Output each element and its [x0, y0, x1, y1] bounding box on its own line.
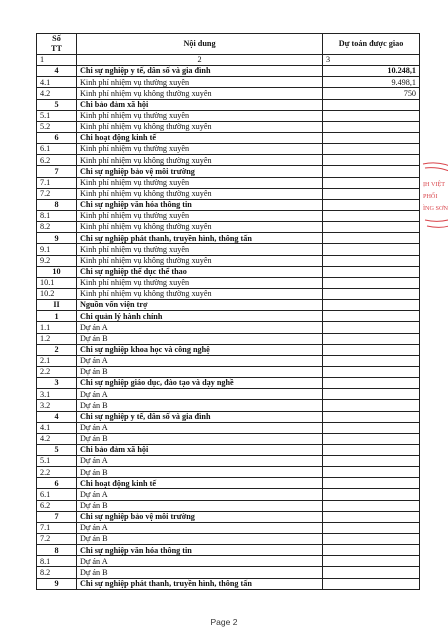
- row-content: Kinh phí nhiệm vụ không thường xuyên: [77, 288, 323, 299]
- row-content: Dự án A: [77, 556, 323, 567]
- table-row: [37, 88, 420, 99]
- row-number: 9: [37, 578, 77, 589]
- table-row: [37, 422, 420, 433]
- row-content: Kinh phí nhiệm vụ thường xuyên: [77, 144, 323, 155]
- row-amount: [323, 422, 420, 433]
- row-amount: [323, 300, 420, 311]
- row-content: Chi bảo đảm xã hội: [77, 444, 323, 455]
- row-amount: [323, 344, 420, 355]
- row-number: 8.1: [37, 556, 77, 567]
- stamp-text-line: ỊH VIỆT: [423, 181, 446, 188]
- row-amount: [323, 277, 420, 288]
- row-number: 10: [37, 266, 77, 277]
- row-amount: [323, 121, 420, 132]
- budget-table: [36, 33, 420, 590]
- row-amount: [323, 188, 420, 199]
- column-index: 1: [37, 55, 77, 66]
- row-content: Chi sự nghiệp y tế, dân số và gia đình: [77, 66, 323, 77]
- row-amount: [323, 311, 420, 322]
- table-section-row: [37, 545, 420, 556]
- row-number: 2.2: [37, 467, 77, 478]
- row-number: 1.2: [37, 333, 77, 344]
- row-content: Dự án A: [77, 389, 323, 400]
- table-row: [37, 522, 420, 533]
- row-content: Kinh phí nhiệm vụ thường xuyên: [77, 77, 323, 88]
- row-amount: [323, 233, 420, 244]
- table-row: [37, 110, 420, 121]
- row-content: Kinh phí nhiệm vụ thường xuyên: [77, 110, 323, 121]
- row-number: 6.2: [37, 155, 77, 166]
- row-number: 9.2: [37, 255, 77, 266]
- table-row: [37, 244, 420, 255]
- row-amount: [323, 333, 420, 344]
- row-content: Dự án B: [77, 500, 323, 511]
- table-row: [37, 456, 420, 467]
- row-amount: [323, 400, 420, 411]
- row-amount: [323, 389, 420, 400]
- table-section-row: [37, 132, 420, 143]
- table-section-row: [37, 511, 420, 522]
- row-number: 10.2: [37, 288, 77, 299]
- row-amount: [323, 144, 420, 155]
- table-row: [37, 322, 420, 333]
- table-row: [37, 433, 420, 444]
- row-content: Chi sự nghiệp văn hóa thông tin: [77, 199, 323, 210]
- table-row: [37, 255, 420, 266]
- table-section-row: [37, 478, 420, 489]
- row-number: 3.1: [37, 389, 77, 400]
- header-content: Nội dung: [77, 34, 323, 55]
- table-row: [37, 155, 420, 166]
- row-amount: [323, 444, 420, 455]
- row-amount: [323, 199, 420, 210]
- row-content: Chi quản lý hành chính: [77, 311, 323, 322]
- header-amount: Dự toán được giao: [323, 34, 420, 55]
- row-amount: [323, 378, 420, 389]
- table-section-row: [37, 300, 420, 311]
- row-amount: [323, 322, 420, 333]
- row-content: Nguồn vốn viện trợ: [77, 300, 323, 311]
- table-row: [37, 121, 420, 132]
- table-row: [37, 567, 420, 578]
- table-section-row: [37, 99, 420, 110]
- table-row: [37, 534, 420, 545]
- column-index-row: [37, 55, 420, 66]
- row-amount: [323, 210, 420, 221]
- row-content: Chi hoạt động kinh tế: [77, 478, 323, 489]
- table-section-row: [37, 233, 420, 244]
- table-section-row: [37, 266, 420, 277]
- row-number: 4.2: [37, 88, 77, 99]
- row-content: Dự án B: [77, 467, 323, 478]
- row-content: Chi sự nghiệp phát thanh, truyền hình, thông tấn: [77, 233, 323, 244]
- row-content: Kinh phí nhiệm vụ thường xuyên: [77, 277, 323, 288]
- row-number: 10.1: [37, 277, 77, 288]
- official-seal-stamp: [421, 158, 448, 238]
- row-number: 7: [37, 166, 77, 177]
- row-number: 6: [37, 478, 77, 489]
- row-content: Kinh phí nhiệm vụ thường xuyên: [77, 210, 323, 221]
- row-number: 2.1: [37, 355, 77, 366]
- row-content: Chi bảo đảm xã hội: [77, 99, 323, 110]
- row-content: Chi sự nghiệp thể dục thể thao: [77, 266, 323, 277]
- table-row: [37, 556, 420, 567]
- row-amount: [323, 155, 420, 166]
- row-amount: [323, 556, 420, 567]
- table-row: [37, 333, 420, 344]
- row-number: 6.1: [37, 144, 77, 155]
- row-content: Kinh phí nhiệm vụ không thường xuyên: [77, 188, 323, 199]
- row-number: 9: [37, 233, 77, 244]
- table-row: [37, 144, 420, 155]
- row-amount: [323, 366, 420, 377]
- row-content: Dự án B: [77, 333, 323, 344]
- table-section-row: [37, 378, 420, 389]
- table-row: [37, 400, 420, 411]
- row-amount: [323, 166, 420, 177]
- row-amount: [323, 433, 420, 444]
- row-content: Dự án B: [77, 433, 323, 444]
- row-content: Kinh phí nhiệm vụ không thường xuyên: [77, 222, 323, 233]
- table-section-row: [37, 166, 420, 177]
- row-amount: [323, 355, 420, 366]
- row-amount: [323, 467, 420, 478]
- page-number: Page 2: [210, 617, 238, 627]
- row-content: Chi sự nghiệp bảo vệ môi trường: [77, 511, 323, 522]
- table-row: [37, 277, 420, 288]
- row-content: Dự án B: [77, 366, 323, 377]
- table-row: [37, 500, 420, 511]
- row-amount: [323, 110, 420, 121]
- row-number: 6: [37, 132, 77, 143]
- row-content: Chi sự nghiệp phát thanh, truyền hình, thông tấn: [77, 578, 323, 589]
- row-amount: [323, 266, 420, 277]
- row-number: 8.2: [37, 222, 77, 233]
- row-number: 8.1: [37, 210, 77, 221]
- table-section-row: [37, 444, 420, 455]
- row-number: II: [37, 300, 77, 311]
- table-row: [37, 467, 420, 478]
- row-number: 1.1: [37, 322, 77, 333]
- row-amount: [323, 578, 420, 589]
- row-content: Dự án A: [77, 489, 323, 500]
- row-amount: [323, 288, 420, 299]
- table-row: [37, 389, 420, 400]
- row-number: 7: [37, 511, 77, 522]
- row-number: 9.1: [37, 244, 77, 255]
- row-content: Chi sự nghiệp bảo vệ môi trường: [77, 166, 323, 177]
- table-row: [37, 177, 420, 188]
- row-amount: 10.248,1: [323, 66, 420, 77]
- row-content: Dự án A: [77, 322, 323, 333]
- row-content: Kinh phí nhiệm vụ thường xuyên: [77, 177, 323, 188]
- row-content: Dự án B: [77, 534, 323, 545]
- row-number: 4: [37, 66, 77, 77]
- row-content: Chi sự nghiệp văn hóa thông tin: [77, 545, 323, 556]
- table-section-row: [37, 578, 420, 589]
- row-number: 1: [37, 311, 77, 322]
- row-amount: [323, 534, 420, 545]
- row-content: Dự án A: [77, 355, 323, 366]
- row-number: 8: [37, 545, 77, 556]
- table-row: [37, 210, 420, 221]
- table-header-row: [37, 34, 420, 55]
- table-row: [37, 188, 420, 199]
- table-row: [37, 222, 420, 233]
- row-number: 4: [37, 411, 77, 422]
- row-content: Chi sự nghiệp khoa học và công nghệ: [77, 344, 323, 355]
- row-number: 7.2: [37, 188, 77, 199]
- row-number: 4.1: [37, 422, 77, 433]
- row-number: 2.2: [37, 366, 77, 377]
- row-number: 3: [37, 378, 77, 389]
- row-amount: 750: [323, 88, 420, 99]
- row-number: 6.2: [37, 500, 77, 511]
- row-number: 3.2: [37, 400, 77, 411]
- row-content: Dự án A: [77, 522, 323, 533]
- table-row: [37, 366, 420, 377]
- stamp-text-line: PHỐI: [423, 193, 438, 200]
- table-row: [37, 288, 420, 299]
- row-number: 4.1: [37, 77, 77, 88]
- row-amount: [323, 511, 420, 522]
- row-number: 4.2: [37, 433, 77, 444]
- row-content: Kinh phí nhiệm vụ không thường xuyên: [77, 155, 323, 166]
- table-section-row: [37, 311, 420, 322]
- row-number: 7.1: [37, 522, 77, 533]
- stamp-text-line: ÌNG SƠN: [423, 205, 448, 212]
- row-content: Kinh phí nhiệm vụ không thường xuyên: [77, 255, 323, 266]
- table-row: [37, 489, 420, 500]
- row-amount: [323, 500, 420, 511]
- row-amount: [323, 222, 420, 233]
- row-number: 2: [37, 344, 77, 355]
- row-amount: [323, 456, 420, 467]
- row-number: 5.1: [37, 110, 77, 121]
- row-amount: [323, 489, 420, 500]
- table-row: [37, 355, 420, 366]
- row-content: Dự án B: [77, 400, 323, 411]
- column-index: 2: [77, 55, 323, 66]
- row-number: 7.1: [37, 177, 77, 188]
- row-amount: [323, 567, 420, 578]
- row-amount: [323, 177, 420, 188]
- header-stt: Số TT: [37, 34, 77, 55]
- row-amount: [323, 522, 420, 533]
- row-amount: 9.498,1: [323, 77, 420, 88]
- row-content: Dự án B: [77, 567, 323, 578]
- row-content: Chi sự nghiệp giáo dục, đào tạo và dạy nghề: [77, 378, 323, 389]
- table-section-row: [37, 66, 420, 77]
- row-content: Dự án A: [77, 456, 323, 467]
- row-amount: [323, 478, 420, 489]
- row-amount: [323, 132, 420, 143]
- row-number: 5.2: [37, 121, 77, 132]
- row-content: Chi hoạt động kinh tế: [77, 132, 323, 143]
- row-content: Kinh phí nhiệm vụ thường xuyên: [77, 244, 323, 255]
- row-number: 8.2: [37, 567, 77, 578]
- row-number: 7.2: [37, 534, 77, 545]
- row-amount: [323, 411, 420, 422]
- row-amount: [323, 244, 420, 255]
- column-index: 3: [323, 55, 420, 66]
- table-body: [37, 66, 420, 590]
- row-amount: [323, 255, 420, 266]
- row-content: Kinh phí nhiệm vụ không thường xuyên: [77, 88, 323, 99]
- row-number: 5.1: [37, 456, 77, 467]
- table-row: [37, 77, 420, 88]
- row-number: 5: [37, 444, 77, 455]
- row-number: 8: [37, 199, 77, 210]
- row-amount: [323, 545, 420, 556]
- row-content: Chi sự nghiệp y tế, dân số và gia đình: [77, 411, 323, 422]
- row-content: Kinh phí nhiệm vụ không thường xuyên: [77, 121, 323, 132]
- row-content: Dự án A: [77, 422, 323, 433]
- row-number: 6.1: [37, 489, 77, 500]
- row-number: 5: [37, 99, 77, 110]
- table-section-row: [37, 344, 420, 355]
- row-amount: [323, 99, 420, 110]
- table-section-row: [37, 199, 420, 210]
- table-section-row: [37, 411, 420, 422]
